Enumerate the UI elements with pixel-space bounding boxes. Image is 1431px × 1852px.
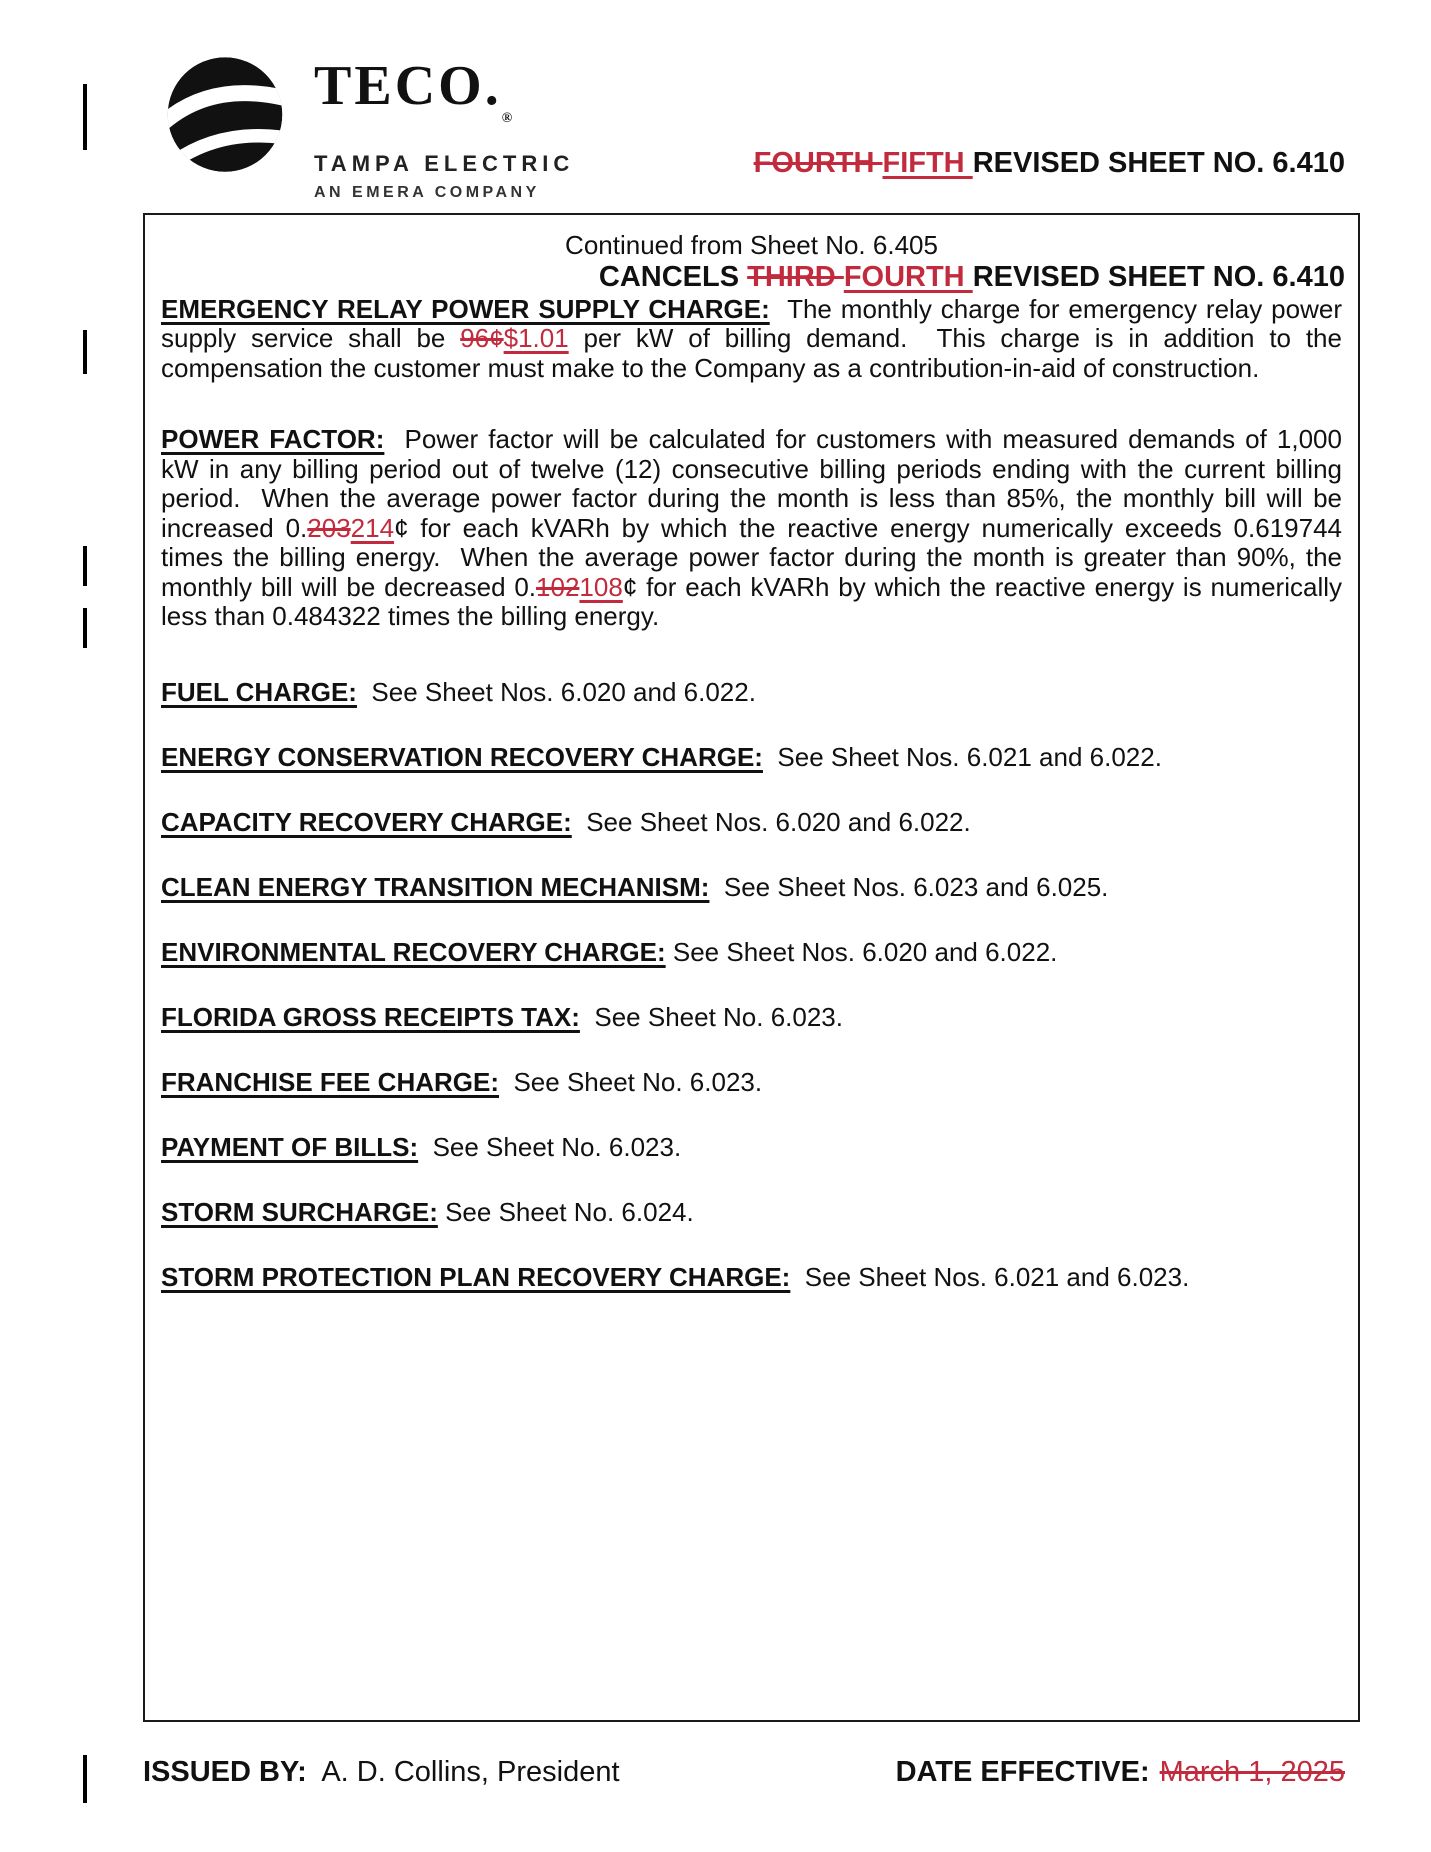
continued-from-line: Continued from Sheet No. 6.405 [565, 230, 938, 260]
p2-text-3: ¢ for each kVARh by which the reactive energy is numerically less than 0.484322 times the billing energy. [161, 571, 1350, 631]
logo-tagline: AN EMERA COMPANY [314, 184, 540, 201]
environmental-recovery-heading: ENVIRONMENTAL RECOVERY CHARGE: [161, 936, 666, 967]
change-bar-paragraph1 [83, 330, 87, 374]
p2-inserted-rate-1: 214 [350, 512, 395, 543]
clean-energy-heading: CLEAN ENERGY TRANSITION MECHANISM: [161, 871, 710, 902]
power-factor-heading: POWER FACTOR: [161, 424, 385, 454]
brand-name: TECO. [314, 55, 502, 117]
change-bar-header [83, 84, 87, 150]
teco-emblem-icon [150, 56, 300, 178]
brand-wordmark [314, 55, 574, 145]
p2-inserted-rate-2: 108 [579, 571, 623, 602]
p2-text-2: ¢ for each kVARh by which the reactive energy numerically exceeds 0.619744 times the billing energy. When the average power factor during the month is greater than 90%, the monthly bill will be decreased 0. [161, 512, 1350, 602]
change-bar-footer [83, 1755, 87, 1803]
section-storm-surcharge [161, 1198, 1342, 1228]
change-bar-paragraph2-line4 [83, 546, 87, 586]
teco-logo [150, 56, 574, 202]
capacity-recovery-heading: CAPACITY RECOVERY CHARGE: [161, 806, 572, 837]
capacity-recovery-text: See Sheet Nos. 6.020 and 6.022. [571, 806, 971, 837]
change-bar-paragraph2-line6 [83, 608, 87, 648]
storm-protection-text: See Sheet Nos. 6.021 and 6.023. [790, 1261, 1190, 1292]
section-payment-of-bills [161, 1133, 1342, 1163]
section-fuel-charge [161, 678, 1342, 708]
fuel-charge-text: See Sheet Nos. 6.020 and 6.022. [356, 676, 756, 707]
issued-by-value: A. D. Collins, President [306, 1756, 620, 1788]
revision-line-1-text: REVISED SHEET NO. 6.410 [972, 147, 1345, 179]
date-effective-label: DATE EFFECTIVE: [895, 1756, 1150, 1788]
sheet-footer [143, 1755, 1345, 1789]
clean-energy-text: See Sheet Nos. 6.023 and 6.025. [709, 871, 1109, 902]
p1-inserted-rate: $1.01 [503, 323, 569, 353]
section-clean-energy-transition-mechanism [161, 873, 1342, 903]
date-effective-deleted-value: March 1, 2025 [1159, 1756, 1345, 1788]
tariff-content-box [143, 213, 1360, 1722]
deleted-revision-number: FOURTH [753, 147, 883, 179]
payment-of-bills-text: See Sheet No. 6.023. [418, 1131, 682, 1162]
issued-by-label: ISSUED BY: [143, 1756, 307, 1788]
payment-of-bills-heading: PAYMENT OF BILLS: [161, 1131, 419, 1162]
issued-by [143, 1755, 620, 1789]
cancels-label: CANCELS [598, 261, 748, 293]
storm-surcharge-heading: STORM SURCHARGE: [161, 1196, 438, 1227]
fuel-charge-heading: FUEL CHARGE: [161, 676, 357, 707]
revision-line-2-text: REVISED SHEET NO. 6.410 [972, 261, 1345, 293]
emergency-relay-heading: EMERGENCY RELAY POWER SUPPLY CHARGE: [161, 293, 770, 324]
section-emergency-relay-power-supply-charge [161, 293, 1350, 384]
logo-text [314, 56, 574, 202]
section-environmental-recovery-charge [161, 938, 1342, 968]
p2-deleted-rate-2: 102 [536, 571, 580, 602]
p1-text-1: The monthly charge for emergency relay power supply service shall be [161, 293, 1350, 353]
section-capacity-recovery-charge [161, 808, 1342, 838]
storm-protection-heading: STORM PROTECTION PLAN RECOVERY CHARGE: [161, 1261, 791, 1292]
section-storm-protection-plan-recovery-charge [161, 1263, 1342, 1293]
p1-deleted-rate: 96¢ [460, 323, 504, 353]
section-energy-conservation-recovery-charge [161, 743, 1342, 773]
gross-receipts-text: See Sheet No. 6.023. [579, 1001, 843, 1032]
inserted-cancels-number: FOURTH [843, 261, 973, 293]
p2-text-1: Power factor will be calculated for customers with measured demands of 1,000 kW in any billing period out of twelve (12) consecutive billing periods ending with the current billing period. When the average power factor during the month is less than 85%, the monthly bill will be increased 0. [161, 424, 1350, 543]
inserted-revision-number: FIFTH [882, 147, 973, 179]
date-effective [896, 1755, 1345, 1789]
deleted-cancels-number: THIRD [747, 261, 844, 293]
gross-receipts-heading: FLORIDA GROSS RECEIPTS TAX: [161, 1001, 580, 1032]
p2-deleted-rate-1: 203 [307, 512, 351, 543]
p1-text-2: per kW of billing demand. This charge is in addition to the compensation the customer must make to the Company as a contribution-in-aid of construction. [161, 323, 1350, 383]
registered-mark: ® [501, 111, 513, 126]
franchise-fee-text: See Sheet No. 6.023. [499, 1066, 763, 1097]
storm-surcharge-text: See Sheet No. 6.024. [437, 1196, 694, 1227]
section-franchise-fee-charge [161, 1068, 1342, 1098]
section-power-factor [161, 424, 1350, 632]
environmental-recovery-text: See Sheet Nos. 6.020 and 6.022. [665, 936, 1058, 967]
energy-conservation-heading: ENERGY CONSERVATION RECOVERY CHARGE: [161, 741, 763, 772]
logo-company-name: TAMPA ELECTRIC [314, 151, 575, 176]
section-florida-gross-receipts-tax [161, 1003, 1342, 1033]
franchise-fee-heading: FRANCHISE FEE CHARGE: [161, 1066, 500, 1097]
revision-line-1 [599, 144, 1345, 182]
energy-conservation-text: See Sheet Nos. 6.021 and 6.022. [762, 741, 1162, 772]
